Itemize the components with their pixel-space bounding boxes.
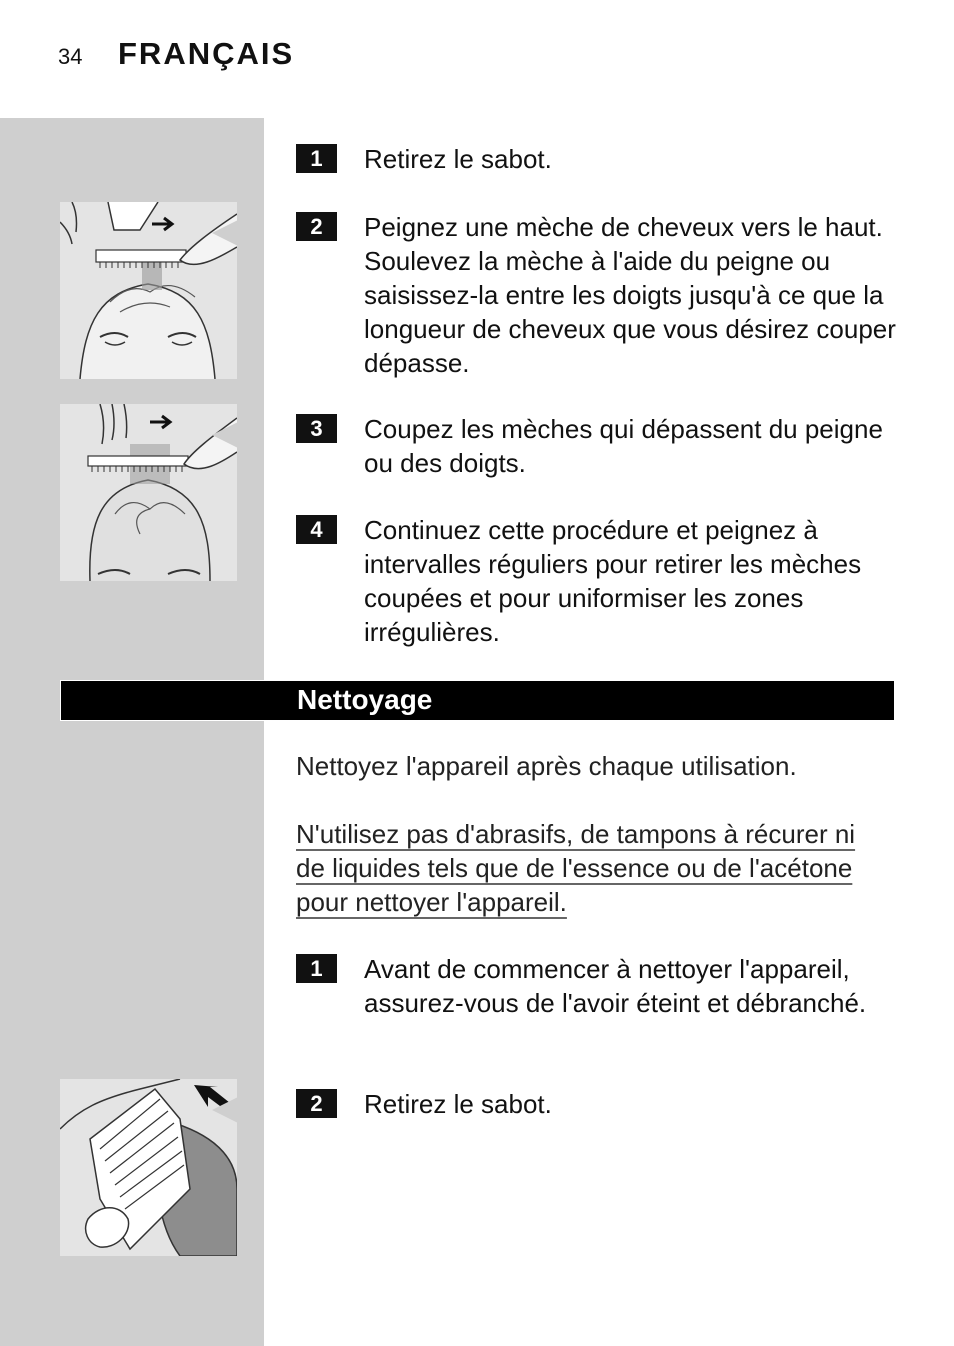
step-text: Coupez les mèches qui dépassent du peigne ou des doigts. bbox=[364, 414, 883, 478]
step-number-badge: 1 bbox=[296, 954, 337, 983]
step-text: Peignez une mèche de cheveux vers le haut. Soulevez la mèche à l'aide du peigne ou saisissez-la entre les doigts jusqu'à ce que la longueur de cheveux que vous désirez couper dépasse. bbox=[364, 212, 896, 378]
step-number-badge: 2 bbox=[296, 212, 337, 241]
step-text: Avant de commencer à nettoyer l'appareil, assurez-vous de l'avoir éteint et débranché. bbox=[364, 954, 867, 1018]
remove-comb-attachment-illustration bbox=[60, 1079, 237, 1256]
warning-text: N'utilisez pas d'abrasifs, de tampons à récurer ni de liquides tels que de l'essence ou de l'acétone pour nettoyer l'appareil. bbox=[296, 819, 856, 917]
cleaning-intro: Nettoyez l'appareil après chaque utilisation. bbox=[296, 751, 797, 781]
step-text: Retirez le sabot. bbox=[364, 1089, 552, 1119]
step-number-badge: 4 bbox=[296, 515, 337, 544]
comb-lift-hair-illustration bbox=[60, 202, 237, 379]
page-number: 34 bbox=[58, 44, 83, 69]
step-number-badge: 1 bbox=[296, 144, 337, 173]
section-header-bar bbox=[60, 680, 895, 721]
section-title: Nettoyage bbox=[297, 684, 433, 715]
cleaning-warning bbox=[296, 817, 886, 919]
language-heading: FRANÇAIS bbox=[118, 36, 295, 71]
step-number-badge: 2 bbox=[296, 1089, 337, 1118]
step-text: Continuez cette procédure et peignez à intervalles réguliers pour retirer les mèches coupées et pour uniformiser les zones irrégulières. bbox=[364, 515, 862, 647]
step-text: Retirez le sabot. bbox=[364, 144, 552, 174]
cut-hair-illustration bbox=[60, 404, 237, 581]
step-number-badge: 3 bbox=[296, 414, 337, 443]
